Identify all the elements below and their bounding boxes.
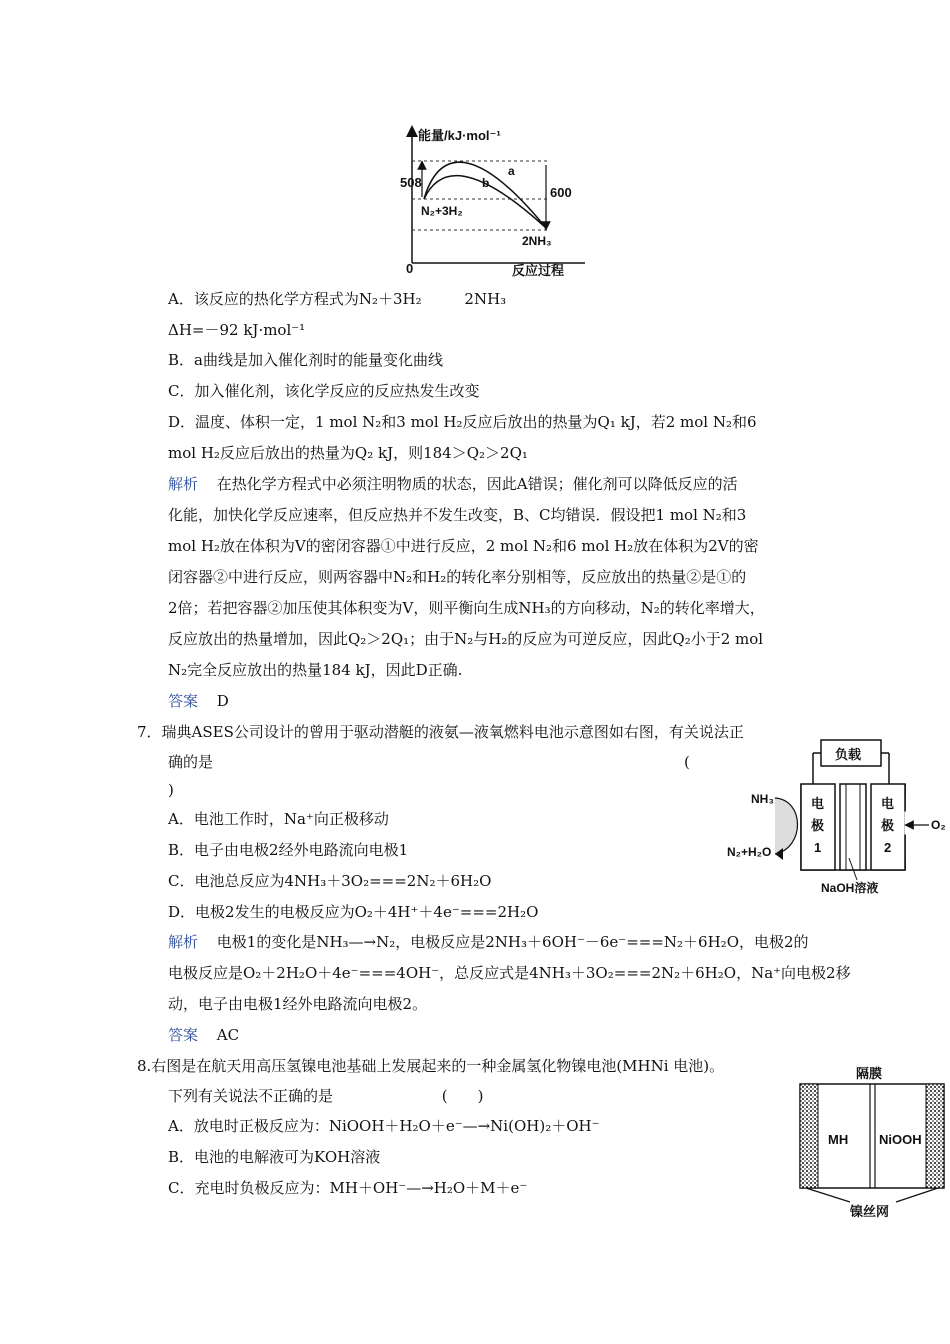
q6-option-a bbox=[168, 289, 506, 309]
x-axis-label: 反应过程 bbox=[512, 263, 565, 278]
electrolyte-channel bbox=[840, 784, 866, 870]
q6-option-d-line1: D．温度、体积一定，1 mol N₂和3 mol H₂反应后放出的热量为Q₁ kJ，若2 mol N₂和6 bbox=[168, 413, 757, 431]
electrode-1-label-b: 极 bbox=[811, 818, 825, 833]
electrode-1-label-a: 电 bbox=[811, 796, 825, 811]
q7-option-c: C．电池总反应为4NH₃＋3O₂===2N₂＋6H₂O bbox=[168, 872, 492, 890]
q7-stem-line2: 确的是 bbox=[168, 753, 214, 771]
curve-b-label: b bbox=[482, 176, 490, 190]
energy-diagram bbox=[400, 125, 600, 280]
q6-analysis-line5: 2倍；若把容器②加压使其体积变为V，则平衡向生成NH₃的方向移动，N₂的转化率增大， bbox=[168, 599, 765, 617]
battery-casing bbox=[800, 1084, 944, 1188]
q7-option-d: D．电极2发生的电极反应为O₂＋4H⁺＋4e⁻===2H₂O bbox=[168, 903, 539, 921]
q6-option-d-line2: mol H₂反应后放出的热量为Q₂ kJ，则184＞Q₂＞2Q₁ bbox=[168, 444, 528, 462]
right-electrode-wall bbox=[926, 1084, 944, 1188]
q7-answer-tag: 答案 bbox=[168, 1026, 199, 1044]
electrode-2-label-b: 极 bbox=[881, 818, 895, 833]
q7-stem-line1: 7．瑞典ASES公司设计的曾用于驱动潜艇的液氨—液氧燃料电池示意图如右图，有关说法正 bbox=[137, 723, 744, 741]
q6-analysis-line4: 闭容器②中进行反应，则两容器中N₂和H₂的转化率分别相等，反应放出的热量②是①的 bbox=[168, 568, 747, 586]
mesh-label: 镍丝网 bbox=[850, 1204, 890, 1219]
q6-answer-value: D bbox=[216, 692, 229, 710]
q8-stem-line2 bbox=[168, 1086, 484, 1106]
electrode-2-label-c: 2 bbox=[884, 840, 892, 855]
q6-answer bbox=[168, 691, 229, 711]
mh-label: MH bbox=[828, 1132, 849, 1147]
q8-option-b: B．电池的电解液可为KOH溶液 bbox=[168, 1148, 381, 1166]
value-508: 508 bbox=[400, 175, 422, 190]
electrode-1-label-c: 1 bbox=[814, 840, 822, 855]
energy-diagram-svg bbox=[400, 125, 600, 280]
q7-answer-value: AC bbox=[216, 1026, 240, 1044]
battery-svg bbox=[798, 1062, 948, 1220]
products-label: 2NH₃ bbox=[522, 234, 552, 248]
q8-stem-text: 下列有关说法不正确的是 bbox=[168, 1087, 334, 1105]
q7-option-b: B．电子由电极2经外电路流向电极1 bbox=[168, 841, 409, 859]
q6-answer-tag: 答案 bbox=[168, 692, 199, 710]
n2h2o-label: N₂+H₂O bbox=[727, 845, 772, 859]
q6-analysis-line7: N₂完全反应放出的热量184 kJ，因此D正确. bbox=[168, 661, 463, 679]
q6-option-a-enthalpy: ΔH=－92 kJ·mol⁻¹ bbox=[168, 321, 306, 339]
q6-analysis-line6: 反应放出的热量增加，因此Q₂＞2Q₁；由于N₂与H₂的反应为可逆反应，因此Q₂小于2 mol bbox=[168, 630, 764, 648]
q8-option-c: C．充电时负极反应为：MH＋OH⁻—→H₂O＋M＋e⁻ bbox=[168, 1179, 528, 1197]
membrane-label: 隔膜 bbox=[856, 1066, 883, 1081]
nh3-label: NH₃ bbox=[751, 792, 774, 806]
q7-analysis-line2: 电极反应是O₂＋2H₂O＋4e⁻===4OH⁻，总反应式是4NH₃＋3O₂===2N₂＋6H₂O，Na⁺向电极2移 bbox=[168, 964, 851, 982]
q8-stem-line1: 8.右图是在航天用高压氢镍电池基础上发展起来的一种金属氢化物镍电池(MHNi 电池)。 bbox=[137, 1057, 725, 1075]
curve-a bbox=[424, 162, 546, 228]
curve-a-label: a bbox=[508, 164, 515, 178]
battery-diagram bbox=[798, 1062, 948, 1220]
q7-answer bbox=[168, 1025, 239, 1045]
q6-analysis-line3: mol H₂放在体积为V的密闭容器①中进行反应，2 mol N₂和6 mol H₂放在体积为2V的密 bbox=[168, 537, 759, 555]
q7-analysis-line1 bbox=[168, 932, 809, 952]
q7-paren-close: ) bbox=[168, 781, 174, 799]
q6-analysis-line2: 化能，加快化学反应速率，但反应热并不发生改变，B、C均错误．假设把1 mol N₂和3 bbox=[168, 506, 747, 524]
q7-option-a: A．电池工作时，Na⁺向正极移动 bbox=[168, 810, 389, 828]
q6-option-a-text: A．该反应的热化学方程式为N₂＋3H₂ bbox=[168, 290, 422, 308]
q6-option-a-product: 2NH₃ bbox=[464, 290, 507, 308]
value-600: 600 bbox=[550, 185, 572, 200]
q8-option-a: A．放电时正极反应为：NiOOH＋H₂O＋e⁻—→Ni(OH)₂＋OH⁻ bbox=[168, 1117, 600, 1135]
q6-analysis-text-1: 在热化学方程式中必须注明物质的状态，因此A错误；催化剂可以降低反应的活 bbox=[216, 475, 738, 493]
load-label: 负载 bbox=[835, 747, 862, 762]
o2-label: O₂ bbox=[931, 818, 946, 832]
q7-analysis-tag: 解析 bbox=[168, 933, 199, 951]
q7-analysis-text-1: 电极1的变化是NH₃—→N₂，电极反应是2NH₃＋6OH⁻－6e⁻===N₂＋6H₂O，电极2的 bbox=[216, 933, 809, 951]
electrolyte-label: NaOH溶液 bbox=[821, 881, 879, 895]
q6-option-b: B．a曲线是加入催化剂时的能量变化曲线 bbox=[168, 351, 443, 369]
y-axis-label: 能量/kJ·mol⁻¹ bbox=[418, 128, 501, 143]
fuel-cell-diagram bbox=[725, 738, 947, 898]
q6-option-c: C．加入催化剂，该化学反应的反应热发生改变 bbox=[168, 382, 480, 400]
q7-analysis-line3: 动，电子由电极1经外电路流向电极2。 bbox=[168, 995, 428, 1013]
q6-analysis-line1 bbox=[168, 474, 738, 494]
left-electrode-wall bbox=[800, 1084, 818, 1188]
electrode-2-label-a: 电 bbox=[881, 796, 895, 811]
origin-label: 0 bbox=[406, 261, 414, 276]
q8-paren: ( ) bbox=[441, 1087, 484, 1105]
q6-analysis-tag: 解析 bbox=[168, 475, 199, 493]
fuel-cell-svg bbox=[725, 738, 947, 898]
niooh-label: NiOOH bbox=[879, 1132, 922, 1147]
q7-paren-open: ( bbox=[684, 753, 690, 771]
reactants-label: N₂+3H₂ bbox=[421, 204, 463, 218]
nh3-flow-arrow bbox=[775, 798, 798, 854]
